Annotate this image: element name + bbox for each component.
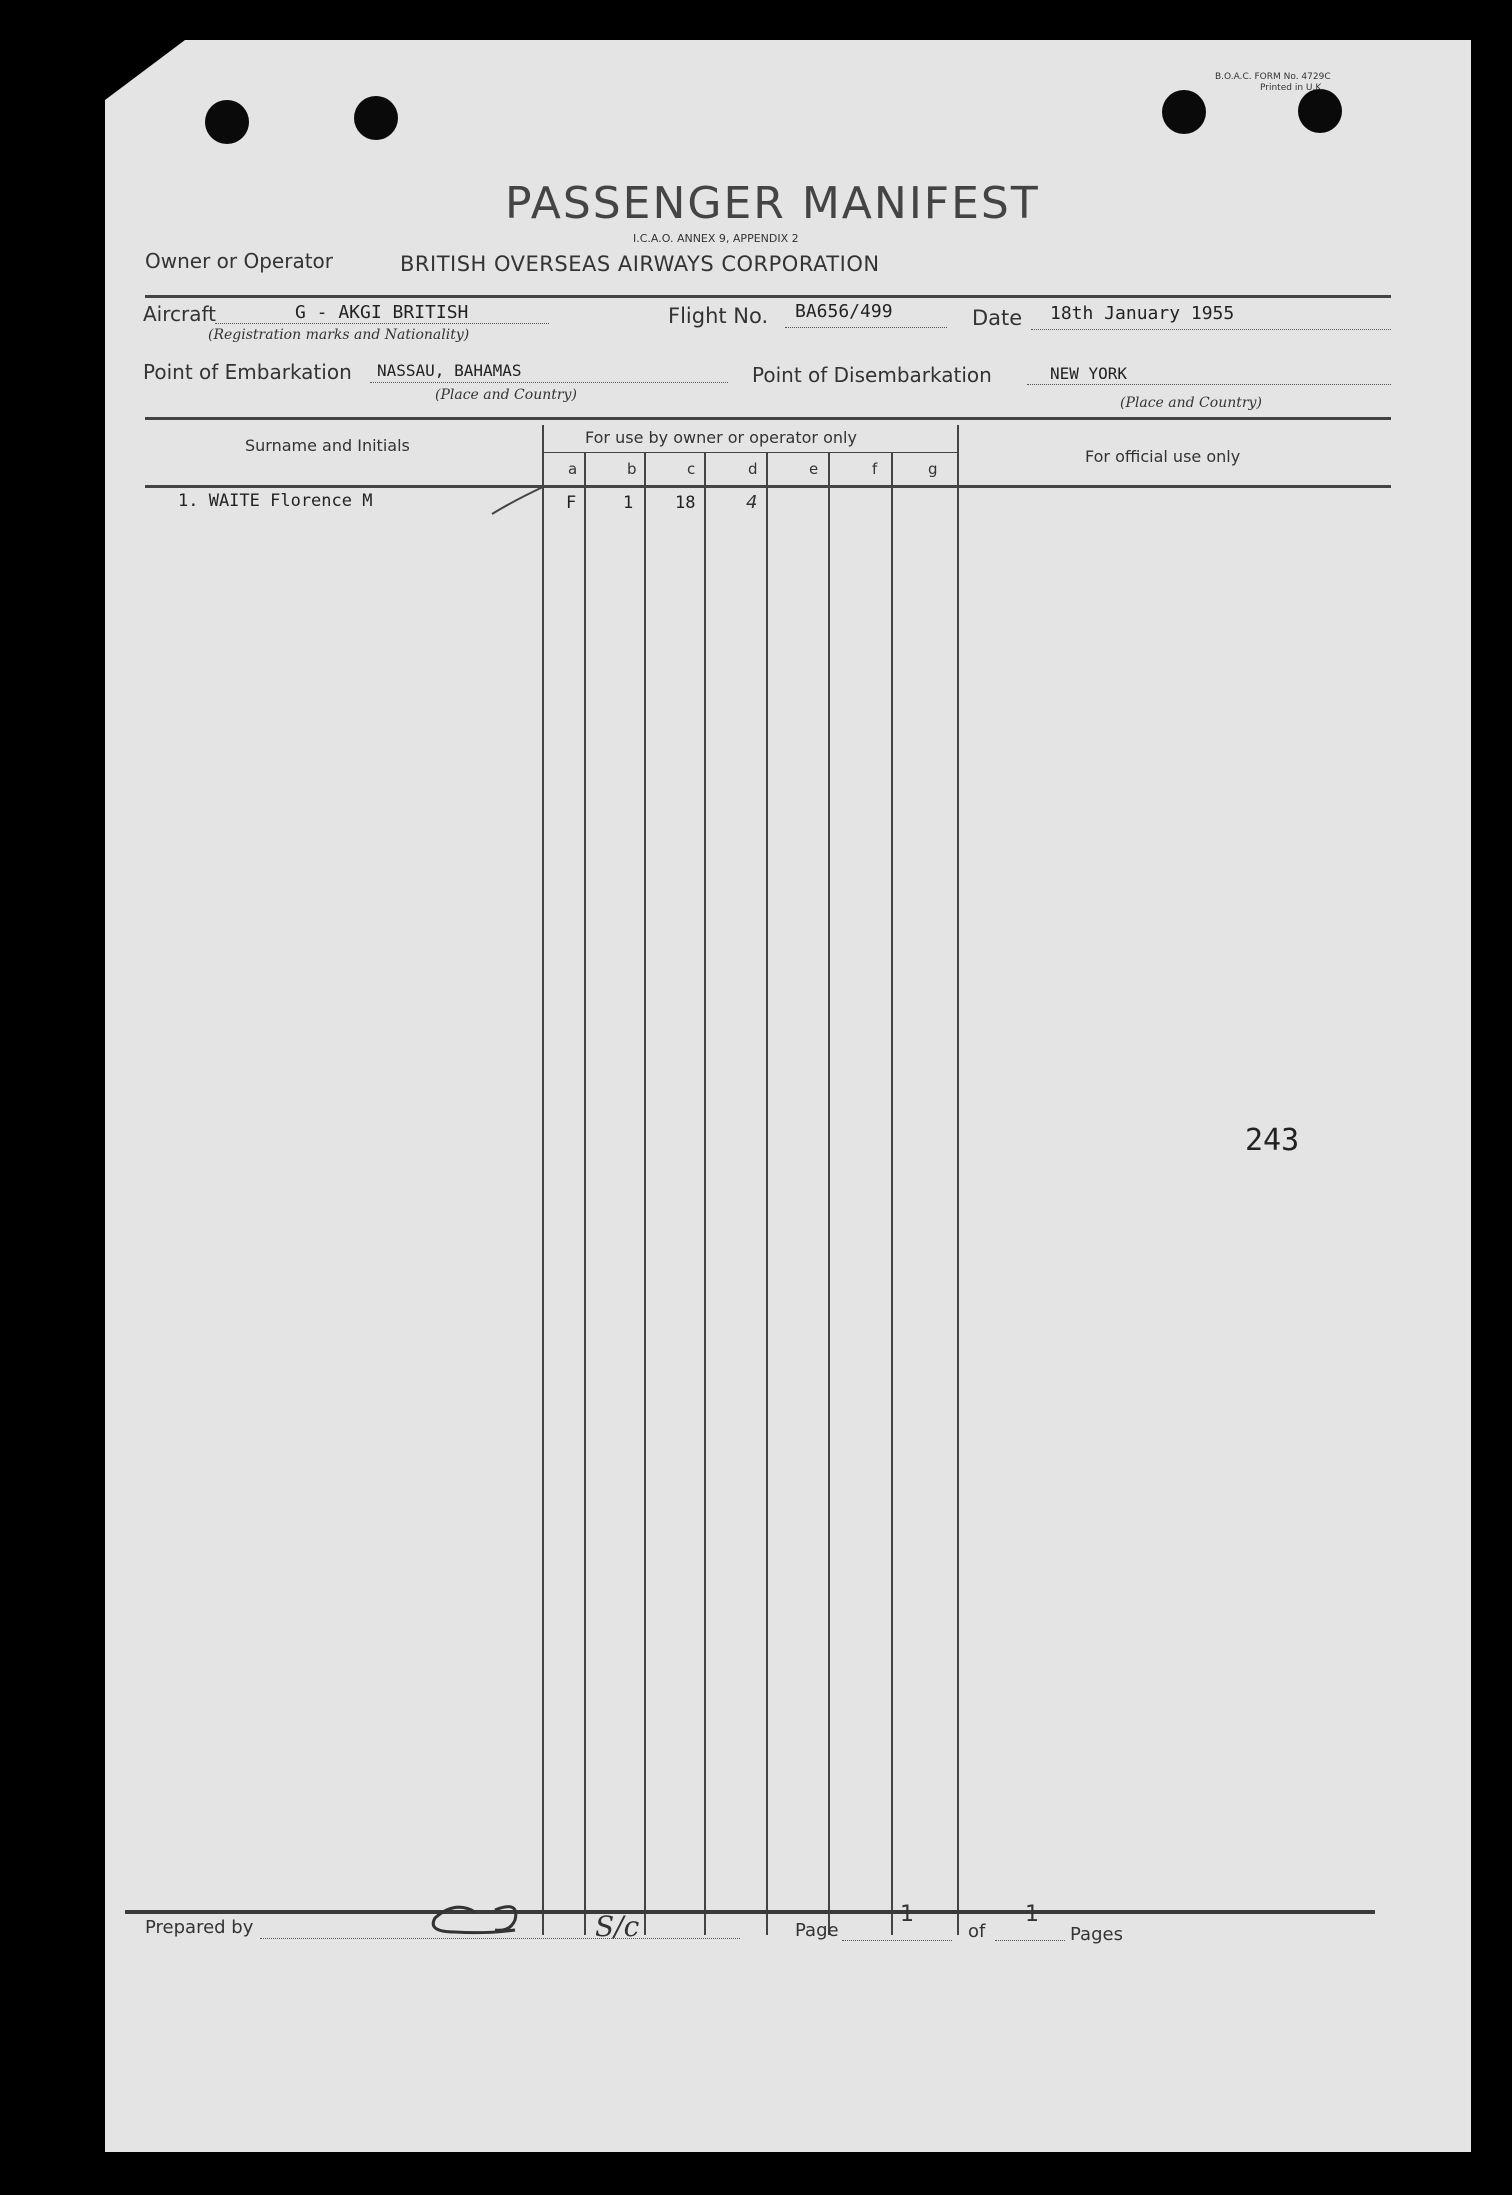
disembark-value: NEW YORK [1050,364,1128,383]
col-d-header: d [748,460,758,478]
punch-hole [354,96,398,140]
signature-scribble [425,1890,565,1950]
aircraft-value: G - AKGI BRITISH [295,302,469,323]
aircraft-hint: (Registration marks and Nationality) [208,327,470,343]
cell-a: F [566,493,577,513]
cell-d: 4 [746,492,758,513]
cell-b: 1 [623,493,634,513]
owner-label: Owner or Operator [145,249,333,273]
form-number: B.O.A.C. FORM No. 4729C [1215,72,1331,82]
prepared-signature: S/c [595,1910,640,1943]
of-line [995,1940,1065,1941]
col-c-header: c [687,460,696,478]
torn-corner [105,40,185,100]
owner-use-header: For use by owner or operator only [585,428,857,447]
date-value: 18th January 1955 [1050,303,1235,324]
prepared-label: Prepared by [145,1917,254,1938]
col-e-header: e [809,460,819,478]
disembark-hint: (Place and Country) [1120,395,1262,411]
surname-header: Surname and Initials [245,436,410,455]
col-g-header: g [928,460,938,478]
divider [145,295,1391,298]
punch-hole [1162,90,1206,134]
cell-c: 18 [675,493,696,513]
embark-line [370,382,728,383]
owner-value: BRITISH OVERSEAS AIRWAYS CORPORATION [400,252,880,276]
aircraft-label: Aircraft [143,302,217,326]
tick-mark [490,480,550,520]
disembark-line [1027,384,1391,385]
passenger-name: 1. WAITE Florence M [178,491,373,511]
manifest-page [105,40,1471,2152]
stamp-number: 243 [1245,1123,1300,1158]
embark-label: Point of Embarkation [143,360,352,384]
divider [542,452,957,453]
page-title: PASSENGER MANIFEST [505,178,1040,229]
page-line [842,1940,952,1941]
punch-hole [205,100,249,144]
punch-hole [1298,89,1342,133]
flight-line [785,327,947,328]
divider [145,417,1391,420]
of-value: 1 [1025,1902,1039,1927]
date-label: Date [972,306,1023,330]
aircraft-line [215,323,549,324]
col-f-header: f [872,460,878,478]
page-label: Page [795,1920,839,1941]
of-label: of [968,1921,986,1942]
embark-value: NASSAU, BAHAMAS [377,361,522,380]
flight-value: BA656/499 [795,301,893,322]
col-a-header: a [568,460,578,478]
pages-label: Pages [1070,1924,1123,1945]
embark-hint: (Place and Country) [435,387,577,403]
page-subtitle: I.C.A.O. ANNEX 9, APPENDIX 2 [633,232,799,245]
printed-note: Printed in U.K. [1260,83,1325,93]
page-value: 1 [900,1902,914,1927]
col-b-header: b [627,460,637,478]
official-use-header: For official use only [1085,447,1241,466]
flight-label: Flight No. [668,304,769,328]
divider [125,1910,1375,1914]
date-line [1031,329,1391,330]
divider [145,485,1391,488]
disembark-label: Point of Disembarkation [752,363,992,387]
